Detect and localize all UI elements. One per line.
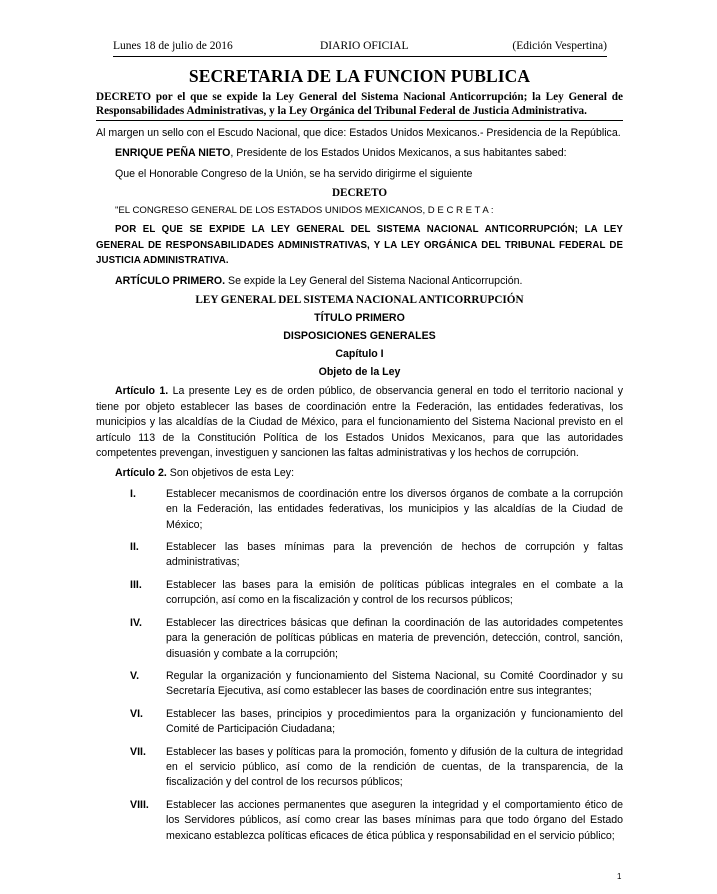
congress-decree-line: "EL CONGRESO GENERAL DE LOS ESTADOS UNIDOS MEXICANOS, D E C R E T A : [115, 205, 494, 217]
president-paragraph [96, 146, 623, 161]
item-number: III. [130, 578, 142, 591]
article-1-text: La presente Ley es de orden público, de observancia general en todo el territorio nacional y tiene por objeto establecer las bases de coordinación entre la Federación, las entidades federativas, los municipios y las alcaldías de la Ciudad de México, para el funcionamiento del Sistema Nacional previsto en el artículo 113 de la Constitución Política de los Estados Unidos Mexicanos, para que las autoridades competentes prevengan, investiguen y sancionen las faltas administrativas y los hechos de corrupción. [96, 385, 623, 460]
list-item [96, 798, 623, 844]
article-2 [96, 466, 623, 481]
titulo-heading: TÍTULO PRIMERO [314, 312, 405, 325]
item-text: Establecer las bases mínimas para la prevención de hechos de corrupción y faltas administrativas; [166, 541, 623, 569]
item-number: VII. [130, 745, 146, 758]
list-item [96, 578, 623, 609]
item-text: Establecer las acciones permanentes que aseguren la integridad y el comportamiento ético de los Servidores públicos, así como crear las bases mínimas para que todo órgano del Estado mexicano establezca políticas eficaces de ética pública y responsabilidad en el servicio público; [166, 798, 623, 842]
capitulo-heading: Capítulo I [335, 348, 384, 361]
item-text: Establecer las bases y políticas para la promoción, fomento y difusión de la cultura de integridad en el servicio público, así como de la rendición de cuentas, de la transparencia, de la fiscalización y del control de los recursos públicos; [166, 745, 623, 789]
seal-paragraph: Al margen un sello con el Escudo Nacional, que dice: Estados Unidos Mexicanos.- Presidencia de la República. [96, 127, 621, 139]
list-item [96, 540, 623, 571]
item-number: VIII. [130, 798, 149, 811]
article-1 [96, 384, 623, 461]
president-text: , Presidente de los Estados Unidos Mexicanos, a sus habitantes sabed: [230, 147, 567, 160]
objeto-heading: Objeto de la Ley [318, 366, 401, 379]
item-number: V. [130, 669, 140, 682]
article-2-text: Son objetivos de esta Ley: [166, 467, 295, 480]
document-body [96, 64, 623, 851]
item-text: Establecer las bases para la emisión de políticas públicas integrales en el combate a la corrupción, así como en la fiscalización y control de los recursos públicos; [166, 578, 623, 607]
header-date: Lunes 18 de julio de 2016 [113, 40, 233, 52]
item-number: VI. [130, 707, 143, 720]
list-item [96, 487, 623, 533]
item-number: II. [130, 541, 139, 554]
decree-heading: DECRETO por el que se expide la Ley General del Sistema Nacional Anticorrupción; la Ley General de Responsabilidades Administrativas, y la Ley Orgánica del Tribunal Federal de Justicia Administrativa. [96, 91, 623, 117]
disposiciones-heading: DISPOSICIONES GENERALES [283, 330, 436, 343]
header-publication: DIARIO OFICIAL [320, 40, 409, 52]
page-header [113, 40, 607, 56]
president-name: ENRIQUE PEÑA NIETO [115, 147, 231, 160]
law-title: LEY GENERAL DEL SISTEMA NACIONAL ANTICORRUPCIÓN [195, 294, 524, 307]
objectives-list [96, 487, 623, 844]
header-edition: (Edición Vespertina) [512, 40, 607, 52]
item-text: Establecer las directrices básicas que definan la coordinación de las autoridades competentes para la generación de políticas públicas en materia de prevención, detección, control, sanción, disuasión y combate a la corrupción; [166, 616, 623, 660]
item-text: Establecer mecanismos de coordinación entre los diversos órganos de combate a la corrupción en la Federación, las entidades federativas, los municipios y las alcaldías de la Ciudad de México; [166, 487, 623, 531]
section-title: SECRETARIA DE LA FUNCION PUBLICA [188, 66, 531, 86]
page-number: 1 [617, 872, 622, 881]
item-text: Regular la organización y funcionamiento del Sistema Nacional, su Comité Coordinador y su Secretaría Ejecutiva, así como establecer las bases de coordinación entre sus integrantes; [166, 669, 623, 698]
list-item [96, 707, 623, 738]
article-primero-label: ARTÍCULO PRIMERO. [115, 275, 226, 287]
header-rule [113, 56, 607, 57]
item-number: I. [130, 487, 136, 500]
decreto-label: DECRETO [331, 187, 388, 200]
heading-rule [96, 120, 623, 121]
list-item [96, 616, 623, 662]
item-number: IV. [130, 616, 142, 629]
article-2-label: Artículo 2. [115, 467, 167, 480]
decree-body: POR EL QUE SE EXPIDE LA LEY GENERAL DEL SISTEMA NACIONAL ANTICORRUPCIÓN; LA LEY GENERAL DE RESPONSABILIDADES ADMINISTRATIVAS, Y LA LEY ORGÁNICA DEL TRIBUNAL FEDERAL DE JUSTICIA ADMINISTRATIVA. [96, 224, 623, 267]
list-item [96, 745, 623, 791]
article-primero-text: Se expide la Ley General del Sistema Nacional Anticorrupción. [225, 275, 523, 287]
article-primero [96, 274, 623, 289]
article-1-label: Artículo 1. [115, 385, 169, 398]
congress-paragraph: Que el Honorable Congreso de la Unión, se ha servido dirigirme el siguiente [115, 167, 473, 180]
list-item [96, 669, 623, 700]
item-text: Establecer las bases, principios y procedimientos para la organización y funcionamiento del Comité de Participación Ciudadana; [166, 707, 623, 736]
